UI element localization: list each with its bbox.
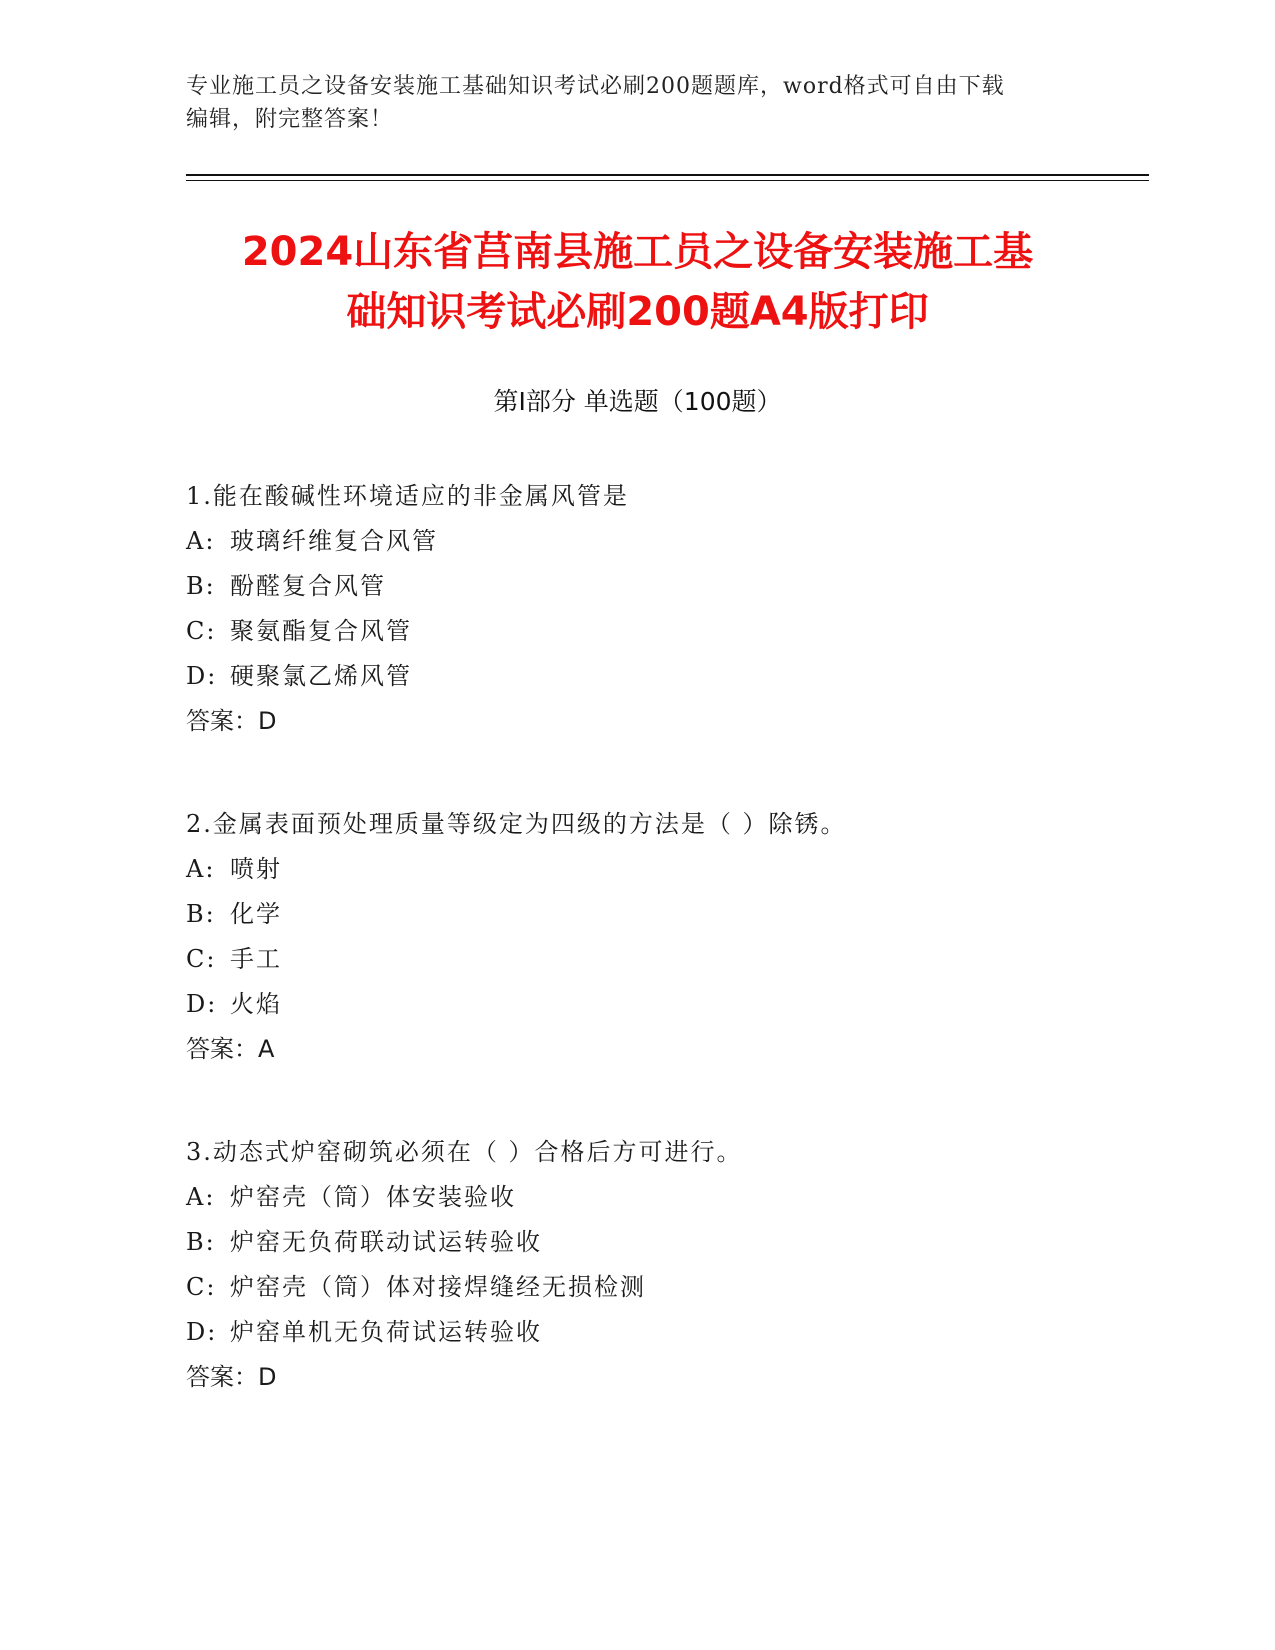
option-text: 喷射: [230, 855, 282, 883]
option-letter: A:: [186, 1183, 216, 1211]
option-text: 手工: [230, 945, 282, 973]
option-c: [186, 609, 1126, 654]
option-letter: B:: [186, 900, 216, 928]
section-heading: 第Ⅰ部分 单选题（100题）: [493, 387, 782, 416]
option-letter: B:: [186, 572, 216, 600]
document-title: [150, 222, 1125, 342]
question-3: [186, 1130, 1126, 1400]
option-letter: C:: [186, 617, 217, 645]
title-line-2: 础知识考试必刷200题A4版打印: [346, 289, 929, 335]
option-text: 化学: [230, 900, 282, 928]
option-letter: B:: [186, 1228, 216, 1256]
option-text: 火焰: [230, 990, 282, 1018]
option-text: 玻璃纤维复合风管: [230, 527, 438, 555]
question-text: 1.能在酸碱性环境适应的非金属风管是: [186, 482, 629, 510]
option-letter: D:: [186, 662, 218, 690]
option-text: 聚氨酯复合风管: [230, 617, 412, 645]
option-c: [186, 1265, 1126, 1310]
title-line-1: 2024山东省莒南县施工员之设备安装施工基: [241, 229, 1034, 275]
option-letter: C:: [186, 1273, 217, 1301]
question-text: 3.动态式炉窑砌筑必须在（ ）合格后方可进行。: [186, 1138, 743, 1166]
option-letter: C:: [186, 945, 217, 973]
option-text: 炉窑壳（筒）体安装验收: [230, 1183, 516, 1211]
answer-text: 答案：D: [186, 1363, 277, 1391]
answer-text: 答案：A: [186, 1035, 275, 1063]
option-c: [186, 937, 1126, 982]
header-divider-thin: [186, 180, 1149, 181]
option-text: 炉窑无负荷联动试运转验收: [230, 1228, 542, 1256]
header-note: [186, 70, 1086, 136]
question-2: [186, 802, 1126, 1072]
header-divider-thick: [186, 174, 1149, 176]
question-text: 2.金属表面预处理质量等级定为四级的方法是（ ）除锈。: [186, 810, 847, 838]
option-text: 炉窑壳（筒）体对接焊缝经无损检测: [230, 1273, 646, 1301]
option-letter: A:: [186, 855, 216, 883]
header-note-line-1: 专业施工员之设备安装施工基础知识考试必刷200题题库，word格式可自由下载: [186, 74, 1005, 99]
option-letter: A:: [186, 527, 216, 555]
option-a: [186, 1175, 1126, 1220]
option-text: 酚醛复合风管: [230, 572, 386, 600]
option-d: [186, 654, 1126, 699]
option-b: [186, 1220, 1126, 1265]
option-d: [186, 982, 1126, 1027]
question-list: [186, 474, 1126, 1458]
option-letter: D:: [186, 990, 218, 1018]
option-b: [186, 564, 1126, 609]
option-letter: D:: [186, 1318, 218, 1346]
option-a: [186, 847, 1126, 892]
option-a: [186, 519, 1126, 564]
option-d: [186, 1310, 1126, 1355]
answer-text: 答案：D: [186, 707, 277, 735]
header-note-line-2: 编辑，附完整答案！: [186, 107, 394, 132]
option-text: 硬聚氯乙烯风管: [230, 662, 412, 690]
option-text: 炉窑单机无负荷试运转验收: [230, 1318, 542, 1346]
question-1: [186, 474, 1126, 744]
option-b: [186, 892, 1126, 937]
